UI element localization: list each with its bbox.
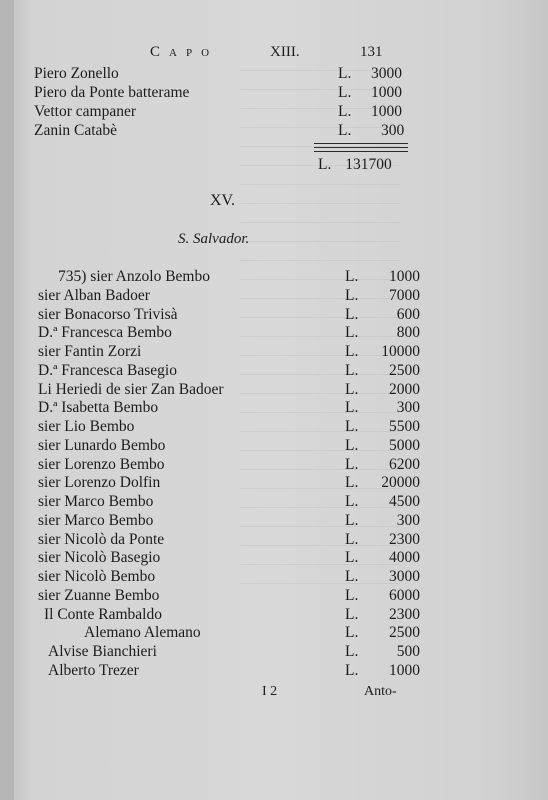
entry-amount: 300	[381, 122, 405, 139]
entry-currency: L.	[345, 474, 359, 492]
entry-name: sier Lunardo Bembo	[38, 436, 166, 454]
entry-name: sier Nicolò da Ponte	[38, 530, 165, 548]
entry-row	[38, 305, 430, 325]
entry-row	[38, 417, 430, 437]
entry-name: sier Nicolò Basegio	[38, 549, 161, 567]
entry-name: sier Lio Bembo	[38, 418, 135, 435]
sum-total	[318, 156, 392, 174]
entry-currency: L.	[345, 493, 359, 510]
entry-name: sier Lorenzo Dolfin	[38, 474, 161, 492]
entry-name: sier Alban Badoer	[38, 286, 150, 304]
total-rule	[314, 143, 408, 144]
entry-amount: 2300	[389, 605, 420, 623]
entry-amount: 600	[396, 305, 420, 323]
entry-currency: L.	[345, 286, 359, 304]
entry-name: sier Zuanne Bembo	[38, 586, 160, 604]
entry-amount: 2500	[389, 624, 420, 642]
running-head-number: XIII.	[270, 44, 300, 60]
entry-row	[38, 436, 430, 456]
top-entry-row	[34, 64, 414, 84]
entry-amount: 500	[396, 643, 420, 660]
page-number: 131	[360, 44, 383, 60]
entry-name: D.ª Francesca Bembo	[38, 324, 172, 342]
entry-row	[48, 661, 430, 681]
entry-amount: 1000	[389, 661, 420, 679]
entry-row	[38, 586, 430, 606]
entry-amount: 6000	[389, 586, 420, 604]
entry-amount: 3000	[371, 65, 402, 82]
entry-currency: L.	[345, 586, 359, 604]
entry-name: Vettor campaner	[34, 103, 136, 120]
running-head-chapter: Capo	[150, 44, 219, 60]
entry-row	[38, 492, 430, 512]
entry-amount: 5500	[389, 418, 420, 435]
entry-name: sier Nicolò Bembo	[38, 568, 156, 585]
entry-row	[48, 642, 430, 662]
entry-name: Li Heriedi de sier Zan Badoer	[38, 380, 224, 398]
parish-name: S. Salvador.	[178, 231, 250, 247]
top-entry-row	[34, 121, 414, 141]
entry-name: sier Marco Bembo	[38, 493, 154, 510]
entry-row	[38, 567, 430, 587]
entry-amount: 800	[396, 324, 420, 342]
entry-name: D.ª Isabetta Bembo	[38, 399, 159, 417]
entry-name: Il Conte Rambaldo	[44, 605, 162, 623]
entry-currency: L.	[345, 511, 359, 529]
entry-name: D.ª Francesca Basegio	[38, 361, 177, 379]
entry-row	[38, 398, 430, 418]
entry-currency: L.	[345, 268, 359, 285]
entry-name: Alemano Alemano	[84, 624, 201, 642]
entry-amount: 5000	[389, 436, 420, 454]
entry-currency: L.	[345, 324, 359, 342]
entry-name: sier Bonacorso Trivisà	[38, 305, 178, 323]
entry-currency: L.	[338, 84, 352, 101]
entry-row	[38, 511, 430, 531]
entry-amount: 300	[396, 511, 420, 529]
entry-name: sier Marco Bembo	[38, 511, 154, 529]
entry-amount: 4000	[389, 549, 420, 567]
entry-row	[38, 342, 430, 362]
entry-currency: L.	[345, 399, 359, 417]
entry-amount: 1000	[389, 268, 420, 285]
entry-row	[38, 361, 430, 381]
entry-row	[38, 380, 430, 400]
entry-currency: L.	[345, 343, 359, 360]
entry-currency: L.	[345, 361, 359, 379]
total-currency: L.	[318, 156, 332, 173]
entry-currency: L.	[345, 305, 359, 323]
entry-row	[44, 605, 430, 625]
entry-currency: L.	[345, 549, 359, 567]
top-entry-row	[34, 83, 414, 103]
total-rule	[314, 151, 408, 152]
entry-amount: 1000	[371, 84, 402, 101]
entry-name: sier Lorenzo Bembo	[38, 455, 165, 473]
total-rule	[314, 147, 408, 148]
entry-currency: L.	[345, 530, 359, 548]
total-amount: 131700	[345, 156, 392, 173]
entry-row	[38, 530, 430, 550]
entry-currency: L.	[345, 380, 359, 398]
entry-currency: L.	[338, 103, 352, 120]
entry-currency: L.	[345, 643, 359, 660]
entry-row	[58, 267, 430, 287]
section-heading: XV.	[210, 192, 236, 209]
running-head	[150, 44, 400, 64]
entry-amount: 300	[396, 399, 420, 417]
entry-currency: L.	[345, 418, 359, 435]
entry-name: Piero Zonello	[34, 65, 119, 82]
entry-name: sier Fantin Zorzi	[38, 343, 142, 360]
entry-row	[38, 548, 430, 568]
entry-currency: L.	[345, 605, 359, 623]
entry-amount: 3000	[389, 568, 420, 585]
entry-name: Zanin Catabè	[34, 122, 118, 139]
entry-currency: L.	[345, 455, 359, 473]
entry-row	[38, 286, 430, 306]
entry-amount: 10000	[381, 343, 420, 360]
entry-amount: 1000	[371, 103, 402, 120]
entry-row	[38, 473, 430, 493]
entry-row	[38, 323, 430, 343]
entry-row	[38, 455, 430, 475]
page-shadow-edge	[0, 0, 14, 800]
entry-name: Alvise Bianchieri	[48, 643, 157, 660]
entry-currency: L.	[338, 65, 352, 82]
entry-name: Alberto Trezer	[48, 661, 139, 679]
catchword: Anto-	[364, 684, 397, 699]
entry-amount: 2300	[389, 530, 420, 548]
entry-amount: 7000	[389, 286, 420, 304]
entry-currency: L.	[345, 436, 359, 454]
top-entry-row	[34, 102, 414, 122]
entry-currency: L.	[345, 661, 359, 679]
entry-currency: L.	[345, 624, 359, 642]
entry-amount: 4500	[389, 493, 420, 510]
entry-amount: 20000	[381, 474, 420, 492]
entry-currency: L.	[338, 122, 352, 139]
entry-amount: 6200	[389, 455, 420, 473]
signature-mark: I 2	[262, 684, 278, 699]
entry-currency: L.	[345, 568, 359, 585]
entry-amount: 2000	[389, 380, 420, 398]
entry-row	[84, 623, 430, 643]
entry-amount: 2500	[389, 361, 420, 379]
entry-name: 735) sier Anzolo Bembo	[58, 268, 210, 285]
entry-name: Piero da Ponte batterame	[34, 84, 190, 101]
